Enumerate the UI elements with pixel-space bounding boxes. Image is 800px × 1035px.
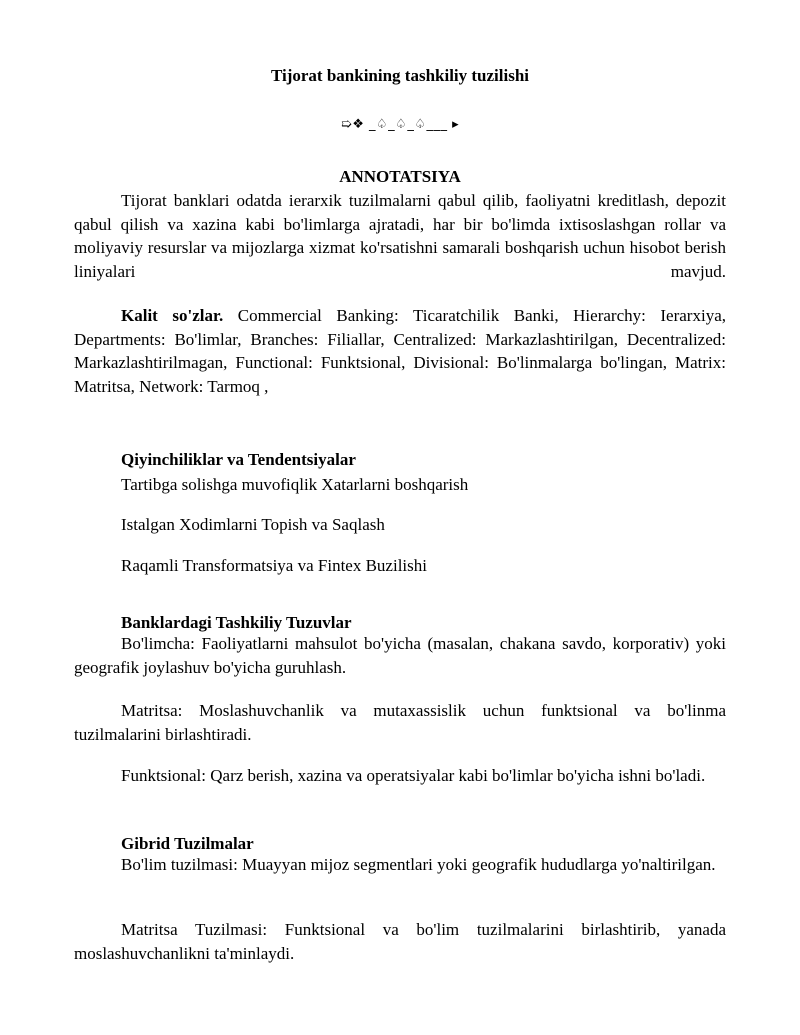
structure-paragraph: Matritsa: Moslashuvchanlik va mutaxassislik uchun funktsional va bo'linma tuzilmalarini birlashtiradi. bbox=[74, 701, 726, 744]
keywords-label: Kalit so'zlar. bbox=[121, 306, 224, 325]
challenge-item: Tartibga solishga muvofiqlik Xatarlarni boshqarish bbox=[121, 475, 469, 494]
structure-paragraph: Funktsional: Qarz berish, xazina va operatsiyalar kabi bo'limlar bo'yicha ishni bo'ladi. bbox=[121, 766, 706, 785]
document-title: Tijorat bankining tashkiliy tuzilishi bbox=[270, 66, 530, 85]
challenge-item: Istalgan Xodimlarni Topish va Saqlash bbox=[121, 515, 385, 534]
hybrid-paragraph: Bo'lim tuzilmasi: Muayyan mijoz segmentlari yoki geografik hududlarga yo'naltirilgan. bbox=[121, 855, 716, 874]
structures-heading: Banklardagi Tashkiliy Tuzuvlar bbox=[121, 613, 352, 632]
hybrid-paragraph: Matritsa Tuzilmasi: Funktsional va bo'lim tuzilmalarini birlashtirib, yanada moslashuvchanlikni ta'minlaydi. bbox=[74, 920, 726, 963]
decorative-divider: ➯❖ _♤_♤_♤___ ▸ bbox=[340, 117, 460, 132]
keywords-paragraph bbox=[74, 304, 726, 398]
structure-paragraph: Bo'limcha: Faoliyatlarni mahsulot bo'yicha (masalan, chakana savdo, korporativ) yoki geografik joylashuv bo'yicha guruhlash. bbox=[74, 634, 726, 677]
challenges-heading: Qiyinchiliklar va Tendentsiyalar bbox=[121, 450, 356, 469]
hybrid-heading: Gibrid Tuzilmalar bbox=[121, 834, 254, 853]
challenge-item: Raqamli Transformatsiya va Fintex Buzilishi bbox=[121, 556, 427, 575]
annotation-heading: ANNOTATSIYA bbox=[339, 167, 461, 186]
keywords-text: Commercial Banking: Ticaratchilik Banki, Hierarchy: Ierarxiya, Departments: Bo'limlar, Branches: Filiallar, Centralized: Markazlashtirilgan, Decentralized: Markazlashtirilmagan, Functional: Funktsional, Divisional: Bo'linmalarga bo'lingan, Matrix: Matritsa, Network: Tarmoq , bbox=[74, 306, 726, 396]
annotation-paragraph: Tijorat banklari odatda ierarxik tuzilmalarni qabul qilib, faoliyatni kreditlash, depozit qabul qilish va xazina kabi bo'limlarga ajratadi, har bir bo'limda ixtisoslashgan rollar va moliyaviy resurslar va mijozlarga xizmat ko'rsatishni samarali boshqarish uchun hisobot berish liniyalari mavjud. bbox=[74, 191, 726, 281]
